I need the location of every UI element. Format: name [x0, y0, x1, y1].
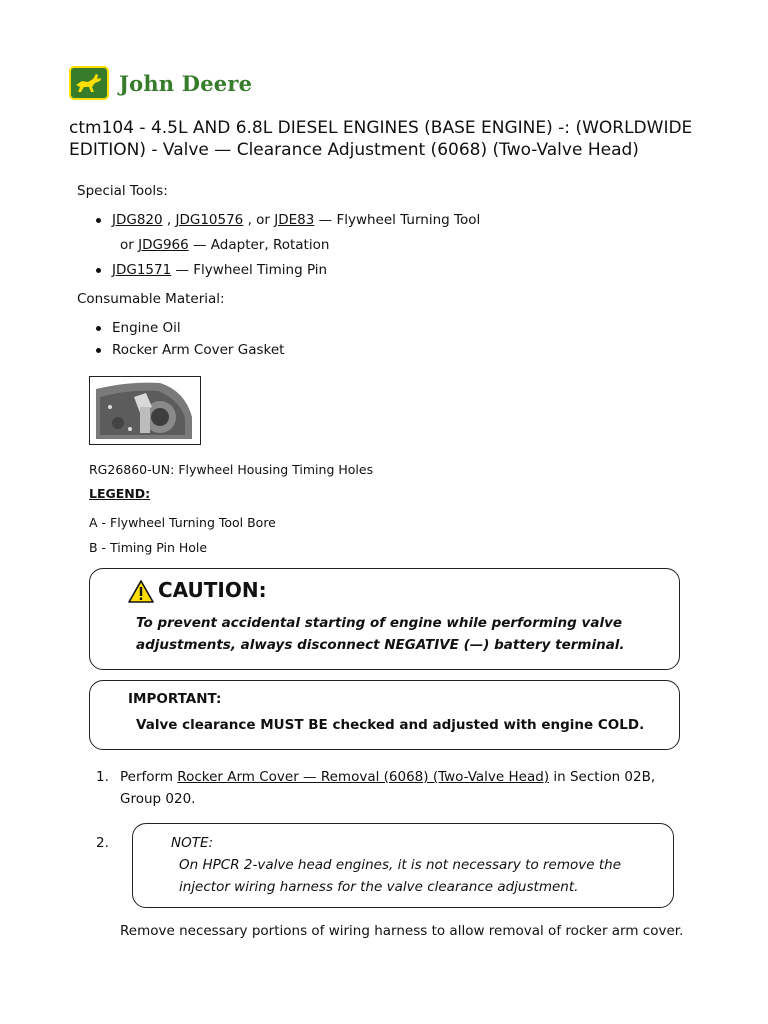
- caution-title: CAUTION:: [158, 578, 267, 602]
- tool-description: — Adapter, Rotation: [188, 237, 330, 253]
- important-box: [89, 680, 680, 750]
- tool-description: — Flywheel Turning Tool: [314, 212, 481, 228]
- legend-item: B - Timing Pin Hole: [89, 540, 208, 555]
- link-rocker-arm-cover-removal[interactable]: Rocker Arm Cover — Removal (6068) (Two-Valve Head): [177, 769, 550, 785]
- important-text: Valve clearance MUST BE checked and adjusted with engine COLD.: [136, 717, 645, 733]
- legend-item: A - Flywheel Turning Tool Bore: [89, 515, 276, 530]
- bullet: [96, 348, 101, 353]
- caution-box: [89, 568, 680, 670]
- link-jdg966[interactable]: JDG966: [138, 237, 189, 253]
- note-line-1: On HPCR 2-valve head engines, it is not necessary to remove the: [179, 857, 621, 873]
- flywheel-housing-image[interactable]: [89, 376, 201, 445]
- bullet: [96, 326, 101, 331]
- link-jde83[interactable]: JDE83: [274, 212, 315, 228]
- page-title: ctm104 - 4.5L AND 6.8L DIESEL ENGINES (BASE ENGINE) -: (WORLDWIDE EDITION) - Valve — Clearance Adjustment (6068) (Two-Valve Head): [69, 118, 693, 160]
- step-1-line-2: Group 020.: [120, 791, 196, 807]
- step-prefix: Perform: [120, 769, 178, 785]
- link-jdg1571[interactable]: JDG1571: [112, 262, 172, 278]
- important-title: IMPORTANT:: [128, 691, 222, 707]
- note-title: NOTE:: [171, 835, 214, 851]
- step-2-text: Remove necessary portions of wiring harness to allow removal of rocker arm cover.: [120, 923, 684, 939]
- warning-triangle-icon: [128, 580, 154, 603]
- brand-name: John Deere: [119, 70, 253, 96]
- link-jdg10576[interactable]: JDG10576: [175, 212, 244, 228]
- tool-item-1b: [120, 236, 329, 254]
- step-number: 1.: [96, 769, 109, 785]
- special-tools-heading: Special Tools:: [77, 183, 168, 199]
- deer-logo-icon: [69, 66, 109, 100]
- tool-description: — Flywheel Timing Pin: [171, 262, 328, 278]
- separator: , or: [243, 212, 275, 228]
- caution-line-2: adjustments, always disconnect NEGATIVE (—) battery terminal.: [136, 637, 625, 653]
- tool-item-2: [112, 261, 327, 279]
- prefix: or: [120, 237, 139, 253]
- consumable-item: Rocker Arm Cover Gasket: [112, 342, 285, 358]
- note-line-2: injector wiring harness for the valve clearance adjustment.: [179, 879, 579, 895]
- consumables-heading: Consumable Material:: [77, 291, 225, 307]
- leaping-deer-icon: [74, 71, 104, 95]
- step-1-text: [120, 768, 655, 786]
- flywheel-housing-photo: [90, 377, 200, 444]
- separator: ,: [162, 212, 176, 228]
- legend-heading: LEGEND:: [89, 486, 151, 501]
- figure-caption: RG26860-UN: Flywheel Housing Timing Holes: [89, 462, 374, 477]
- consumable-item: Engine Oil: [112, 320, 181, 336]
- step-suffix: in Section 02B,: [549, 769, 656, 785]
- bullet: [96, 268, 101, 273]
- step-number: 2.: [96, 835, 109, 851]
- bullet: [96, 218, 101, 223]
- tool-item-1: [112, 211, 480, 229]
- note-box: [132, 823, 674, 908]
- caution-line-1: To prevent accidental starting of engine while performing valve: [136, 615, 623, 631]
- link-jdg820[interactable]: JDG820: [112, 212, 163, 228]
- john-deere-logo: [69, 66, 252, 100]
